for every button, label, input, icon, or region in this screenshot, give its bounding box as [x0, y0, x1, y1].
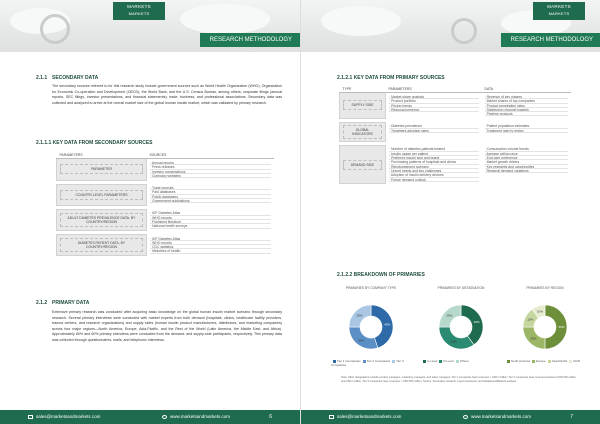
parameters-cell	[386, 145, 482, 183]
website-link[interactable]: www.marketsandmarkets.com	[162, 410, 230, 424]
data-line: · Consumption volume trends	[485, 147, 569, 151]
source-line: · Annual reports	[150, 161, 271, 165]
sources-cell	[147, 159, 275, 181]
parameter-line: · Diabetes prevalence	[389, 124, 479, 128]
chart-legend	[505, 359, 589, 363]
col-sources: SOURCES	[147, 152, 275, 159]
mail-icon	[329, 415, 334, 419]
legend-swatch	[507, 360, 510, 363]
heading-key-data-primary: 2.1.2.1 KEY DATA FROM PRIMARY SOURCES	[337, 75, 445, 81]
parameter-line: · Preferred insulin type and brand	[389, 156, 479, 160]
heading-secondary-data: 2.1.1 SECONDARY DATA	[36, 75, 99, 81]
donut-chart	[341, 297, 401, 357]
parameter-label: ADULT DIABETES PREVALENCE DATA, BY COUNTRY/REGION	[60, 213, 143, 227]
page-number: 7	[570, 414, 573, 420]
legend-swatch	[548, 360, 551, 363]
source-line: · Company websites	[150, 174, 271, 178]
legend-swatch	[439, 360, 442, 363]
brand-logo[interactable]: MARKETS MARKETS	[533, 2, 585, 20]
legend-item	[505, 359, 530, 363]
parameter-line: · Future demand outlook	[389, 178, 479, 182]
parameters-cell	[386, 93, 482, 119]
page-number: 6	[269, 414, 272, 420]
data-line: · Pipeline products	[485, 112, 569, 116]
data-cell	[482, 145, 572, 183]
type-label: SUPPLY SIDE	[343, 100, 382, 110]
col-type: TYPE	[340, 86, 386, 93]
legend-item	[361, 359, 391, 363]
table-row	[57, 159, 275, 181]
legend-label: D-Level	[443, 359, 454, 363]
data-line: · Revenue of key players	[485, 95, 569, 99]
parameter-label: DIABETES PATIENT DATA, BY COUNTRY/REGION	[60, 238, 143, 252]
globe-icon	[162, 415, 167, 419]
parameter-line: · Purchasing patterns of hospitals and clinics	[389, 160, 479, 164]
source-line: · WHO reports	[150, 241, 271, 245]
data-line: · Average selling price	[485, 152, 569, 156]
slice-label: 15%	[527, 317, 534, 322]
data-line: · Market shares of top companies	[485, 99, 569, 103]
parameter-line: · Adoption of insulin delivery devices	[389, 173, 479, 177]
source-line: · Paid databases	[150, 190, 271, 194]
email-link[interactable]: sales@marketsandmarkets.com	[28, 410, 100, 424]
sources-cell	[147, 235, 275, 256]
parameter-line: · Regional presence	[389, 108, 479, 112]
parameter-line: · Pricing trends	[389, 104, 479, 108]
table-row	[57, 235, 275, 256]
secondary-sources-table	[56, 152, 274, 260]
chart-title: PRIMARIES BY COMPANY TYPE	[345, 286, 397, 290]
website-link[interactable]: www.marketsandmarkets.com	[463, 410, 531, 424]
parameter-cell	[57, 235, 147, 256]
legend-label: Others	[459, 359, 469, 363]
legend-swatch	[363, 360, 366, 363]
col-parameters: PARAMETERS	[57, 152, 147, 159]
parameters-cell	[386, 122, 482, 141]
globe-icon	[463, 415, 468, 419]
mail-icon	[28, 415, 33, 419]
footer-left	[0, 410, 300, 424]
source-line: · Ministries of health	[150, 249, 271, 253]
chart-title: PRIMARIES BY REGION	[526, 286, 564, 290]
source-line: · Investor presentations	[150, 170, 271, 174]
parameter-line: · Unmet needs and key challenges	[389, 169, 479, 173]
parameter-label: PARAMETER	[60, 164, 143, 174]
type-cell	[340, 122, 386, 141]
brand-logo[interactable]: MARKETS MARKETS	[113, 2, 165, 20]
type-label: GLOBAL INDICATORS	[343, 125, 382, 139]
primary-sources-table	[339, 86, 571, 188]
legend-swatch	[532, 360, 535, 363]
data-line: · Patient population estimates	[485, 124, 569, 128]
slice-label: 35%	[450, 339, 457, 344]
data-cell	[482, 122, 572, 141]
slice-label: 45%	[384, 322, 391, 327]
slice-label: 10%	[536, 309, 543, 314]
source-line: · Public databases	[150, 195, 271, 199]
legend-label: C-Level	[427, 359, 438, 363]
slice-label: 25%	[530, 336, 537, 341]
email-link[interactable]: sales@marketsandmarkets.com	[329, 410, 401, 424]
data-cell	[482, 93, 572, 119]
parameter-cell	[57, 184, 147, 205]
parameter-line: · Reimbursement scenario	[389, 165, 479, 169]
data-line: · Regional demand variations	[485, 169, 569, 173]
chart-note: Note: Other designations include product managers, marketing managers, and sales managers. Tier 1 companies have revenues > USD 1 billion; Tier 2 companies have revenues between USD 500 million and USD 1 billion; Tier 3 companies have revenues < USD 500 million. Source: Secondary research; expert interviews; and MarketsandMarkets analysis	[341, 376, 576, 383]
legend-item	[421, 359, 437, 363]
source-line: · Government publications	[150, 199, 271, 203]
slice-label: 25%	[356, 313, 363, 318]
heading-primary-data: 2.1.2 PRIMARY DATA	[36, 300, 90, 306]
data-line: · Distribution channel insights	[485, 108, 569, 112]
source-line: · Trade journals	[150, 186, 271, 190]
section-banner: RESEARCH METHODOLOGY	[200, 33, 300, 47]
slice-d-level	[439, 327, 474, 349]
legend-item	[546, 359, 568, 363]
heading-key-data-secondary: 2.1.1.1 KEY DATA FROM SECONDARY SOURCES	[36, 140, 153, 146]
section-banner: RESEARCH METHODOLOGY	[501, 33, 600, 47]
data-line: · Key restraints and opportunities	[485, 165, 569, 169]
slice-label: 25%	[446, 313, 453, 318]
legend-label: Tier 3 Companies	[331, 359, 404, 367]
legend-label: Asia-Pacific	[551, 359, 568, 363]
footer-right	[301, 410, 600, 424]
table-row	[340, 145, 572, 183]
parameter-line: · Number of diabetes patients treated	[389, 147, 479, 151]
parameter-line: · Market share analysis	[389, 95, 479, 99]
legend-item	[567, 359, 580, 363]
parameter-line: · Product portfolio	[389, 99, 479, 103]
table-row	[340, 122, 572, 141]
table-row	[340, 93, 572, 119]
chart-legend	[331, 359, 415, 367]
data-line: · End-user preference	[485, 156, 569, 160]
legend-label: RoW	[573, 359, 581, 363]
legend-swatch	[569, 360, 572, 363]
parameter-line: · Treatment adoption rates	[389, 129, 479, 133]
source-line: · Press releases	[150, 165, 271, 169]
parameter-label: COUNTRY-LEVEL PARAMETERS	[60, 190, 143, 200]
parameter-cell	[57, 209, 147, 230]
type-label: DEMAND SIDE	[343, 160, 382, 170]
data-line: · Product penetration rates	[485, 104, 569, 108]
legend-swatch	[392, 360, 395, 363]
secondary-data-text: The secondary sources referred to for this research study include government sources such as World Health Organization (WHO), Organization for Economic Co-operation and Development (OECD), the World Bank, and the U.S. Census Bureau, among others; corporate filings (annual reports, SEC filings, investor presentations, and financial statements); trade, business, and professional associations. Secondary data was collected and analyzed to arrive at the overall market size of the global human insulin market, which was validated by primary research.	[52, 84, 282, 105]
col-data: DATA	[482, 86, 572, 93]
table-row	[57, 184, 275, 205]
col-parameters: PARAMETERS	[386, 86, 482, 93]
legend-item	[437, 359, 453, 363]
heading-breakdown: 2.1.2.2 BREAKDOWN OF PRIMARIES	[337, 272, 425, 278]
row-spacer	[57, 256, 275, 260]
source-line: · IDF Diabetes Atlas	[150, 237, 271, 241]
data-line: · Market growth drivers	[485, 160, 569, 164]
primary-data-text: Extensive primary research was conducted after acquiring basic knowledge on the global human insulin market scenario through secondary research. Several primary interviews were conducted with market experts from both demand (hospitals, clinics, healthcare facility providers, trauma centers, and research organizations) and supply sides (human insulin product manufacturers, distributors, and marketing companies) across four major regions—North America, Europe, Asia-Pacific, and the Rest of the World (Latin America, the Middle East, and Africa). Approximately 80% and 60% primary interviews were conducted from the demand- and supply-side participants, respectively. This primary data was collected through questionnaires, mails, and telephonic interviews.	[52, 310, 282, 342]
table-row	[57, 209, 275, 230]
legend-swatch	[423, 360, 426, 363]
data-line: · Treatment rate by region	[485, 129, 569, 133]
type-cell	[340, 145, 386, 183]
donut-chart	[515, 297, 575, 357]
legend-label: Tier 1 Companies	[337, 359, 361, 363]
legend-label: Tier 2 Companies	[366, 359, 391, 363]
source-line: · National health surveys	[150, 224, 271, 228]
slice-label: 50%	[558, 325, 565, 329]
source-line: · Published literature	[150, 220, 271, 224]
legend-label: North America	[511, 359, 531, 363]
slice-label: 40%	[473, 319, 480, 324]
legend-swatch	[456, 360, 459, 363]
right-page	[300, 0, 600, 424]
source-line: · CDC statistics	[150, 245, 271, 249]
type-cell	[340, 93, 386, 119]
legend-item	[530, 359, 546, 363]
chart-legend	[421, 359, 505, 363]
legend-item	[454, 359, 469, 363]
source-line: · WHO reports	[150, 216, 271, 220]
legend-label: Europe	[536, 359, 546, 363]
source-line: · IDF Diabetes Atlas	[150, 211, 271, 215]
chart-title: PRIMARIES BY DESIGNATION	[437, 286, 485, 290]
parameter-cell	[57, 159, 147, 181]
donut-chart	[431, 297, 491, 357]
sources-cell	[147, 209, 275, 230]
parameter-line: · Insulin usage per patient	[389, 152, 479, 156]
sources-cell	[147, 184, 275, 205]
row-spacer	[340, 184, 572, 188]
slice-label: 30%	[358, 338, 365, 343]
